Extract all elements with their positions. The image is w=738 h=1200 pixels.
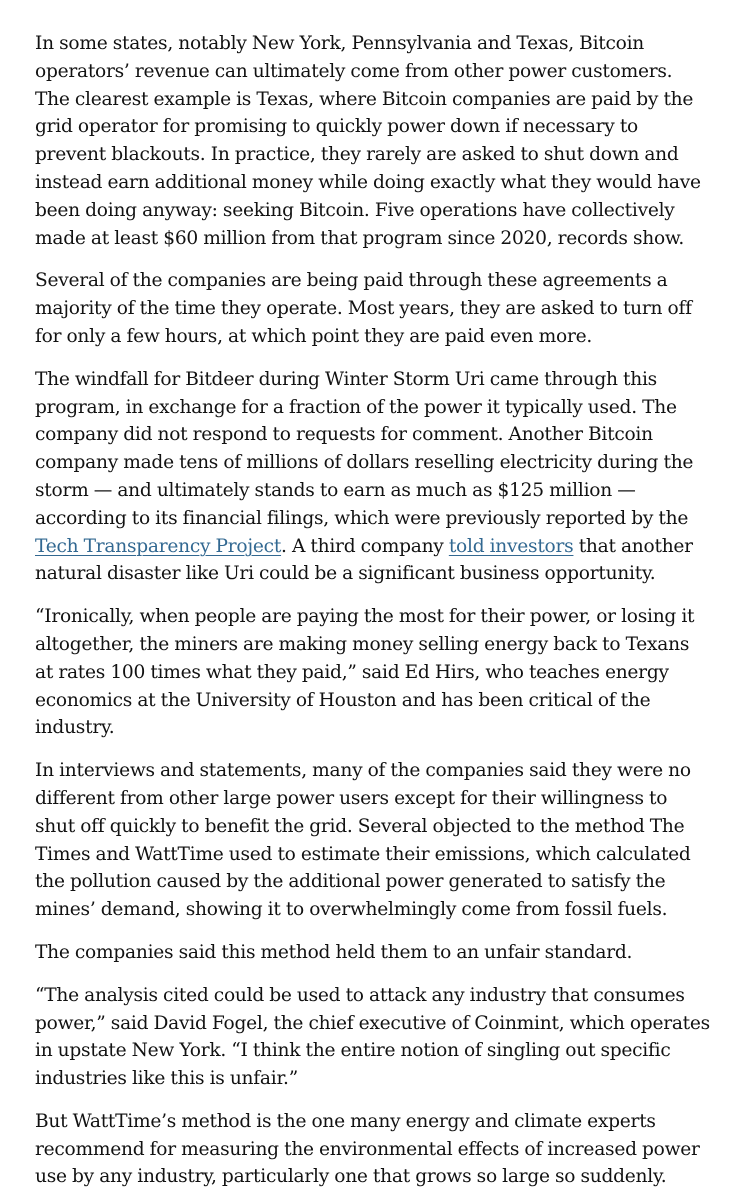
paragraph-david-fogel-quote: “The analysis cited could be used to attack any industry that consumes power,” said David Fogel, the chief executive of Coinmint, which operates in upstate New York. “I think the entire notion of singling out specific industries like this is unfair.” <box>35 984 710 1090</box>
paragraph-unfair-standard: The companies said this method held them to an unfair standard. <box>35 941 633 963</box>
paragraph-text: . A third company <box>281 535 449 557</box>
paragraph-text: that another natural disaster like Uri could be a significant business opportunity. <box>35 535 693 585</box>
paragraph-watttime-method: But WattTime’s method is the one many energy and climate experts recommend for measuring the environmental effects of increased power use by any industry, particularly one that grows so large so suddenly. <box>35 1110 700 1188</box>
paragraph-ed-hirs-quote: “Ironically, when people are paying the most for their power, or losing it altogether, the miners are making money selling energy back to Texans at rates 100 times what they paid,” said Ed Hirs, who teaches energy economics at the University of Houston and has been critical of the industry. <box>35 606 695 739</box>
paragraph-interviews: In interviews and statements, many of the companies said they were no different from other large power users except for their willingness to shut off quickly to benefit the grid. Several objected to the method The Times and WattTime used to estimate their emissions, which calculated the pollution caused by the additional power generated to satisfy the mines’ demand, showing it to overwhelmingly come from fossil fuels. <box>35 760 691 921</box>
paragraph-text: The windfall for Bitdeer during Winter Storm Uri came through this program, in exchange for a fraction of the power it typically used. The company did not respond to requests for comment. Another Bitcoin company made tens of millions of dollars reselling electricity during the storm — and ultimately stands to earn as much as $125 million — according to its financial filings, which were previously reported by the <box>35 368 694 529</box>
told-investors-link[interactable]: told investors <box>448 535 574 557</box>
paragraph-bitdeer-windfall <box>35 366 710 588</box>
tech-transparency-project-link[interactable]: Tech Transparency Project <box>35 535 282 557</box>
paragraph-texas-revenue: In some states, notably New York, Pennsylvania and Texas, Bitcoin operators’ revenue can ultimately come from other power customers. The clearest example is Texas, where Bitcoin companies are paid by the grid operator for promising to quickly power down if necessary to prevent blackouts. In practice, they rarely are asked to shut down and instead earn additional money while doing exactly what they would have been doing anyway: seeking Bitcoin. Five operations have collectively made at least $60 million from that program since 2020, records show. <box>35 33 701 249</box>
paragraph-agreements: Several of the companies are being paid through these agreements a majority of the time they operate. Most years, they are asked to turn off for only a few hours, at which point they are paid even more. <box>35 270 692 347</box>
